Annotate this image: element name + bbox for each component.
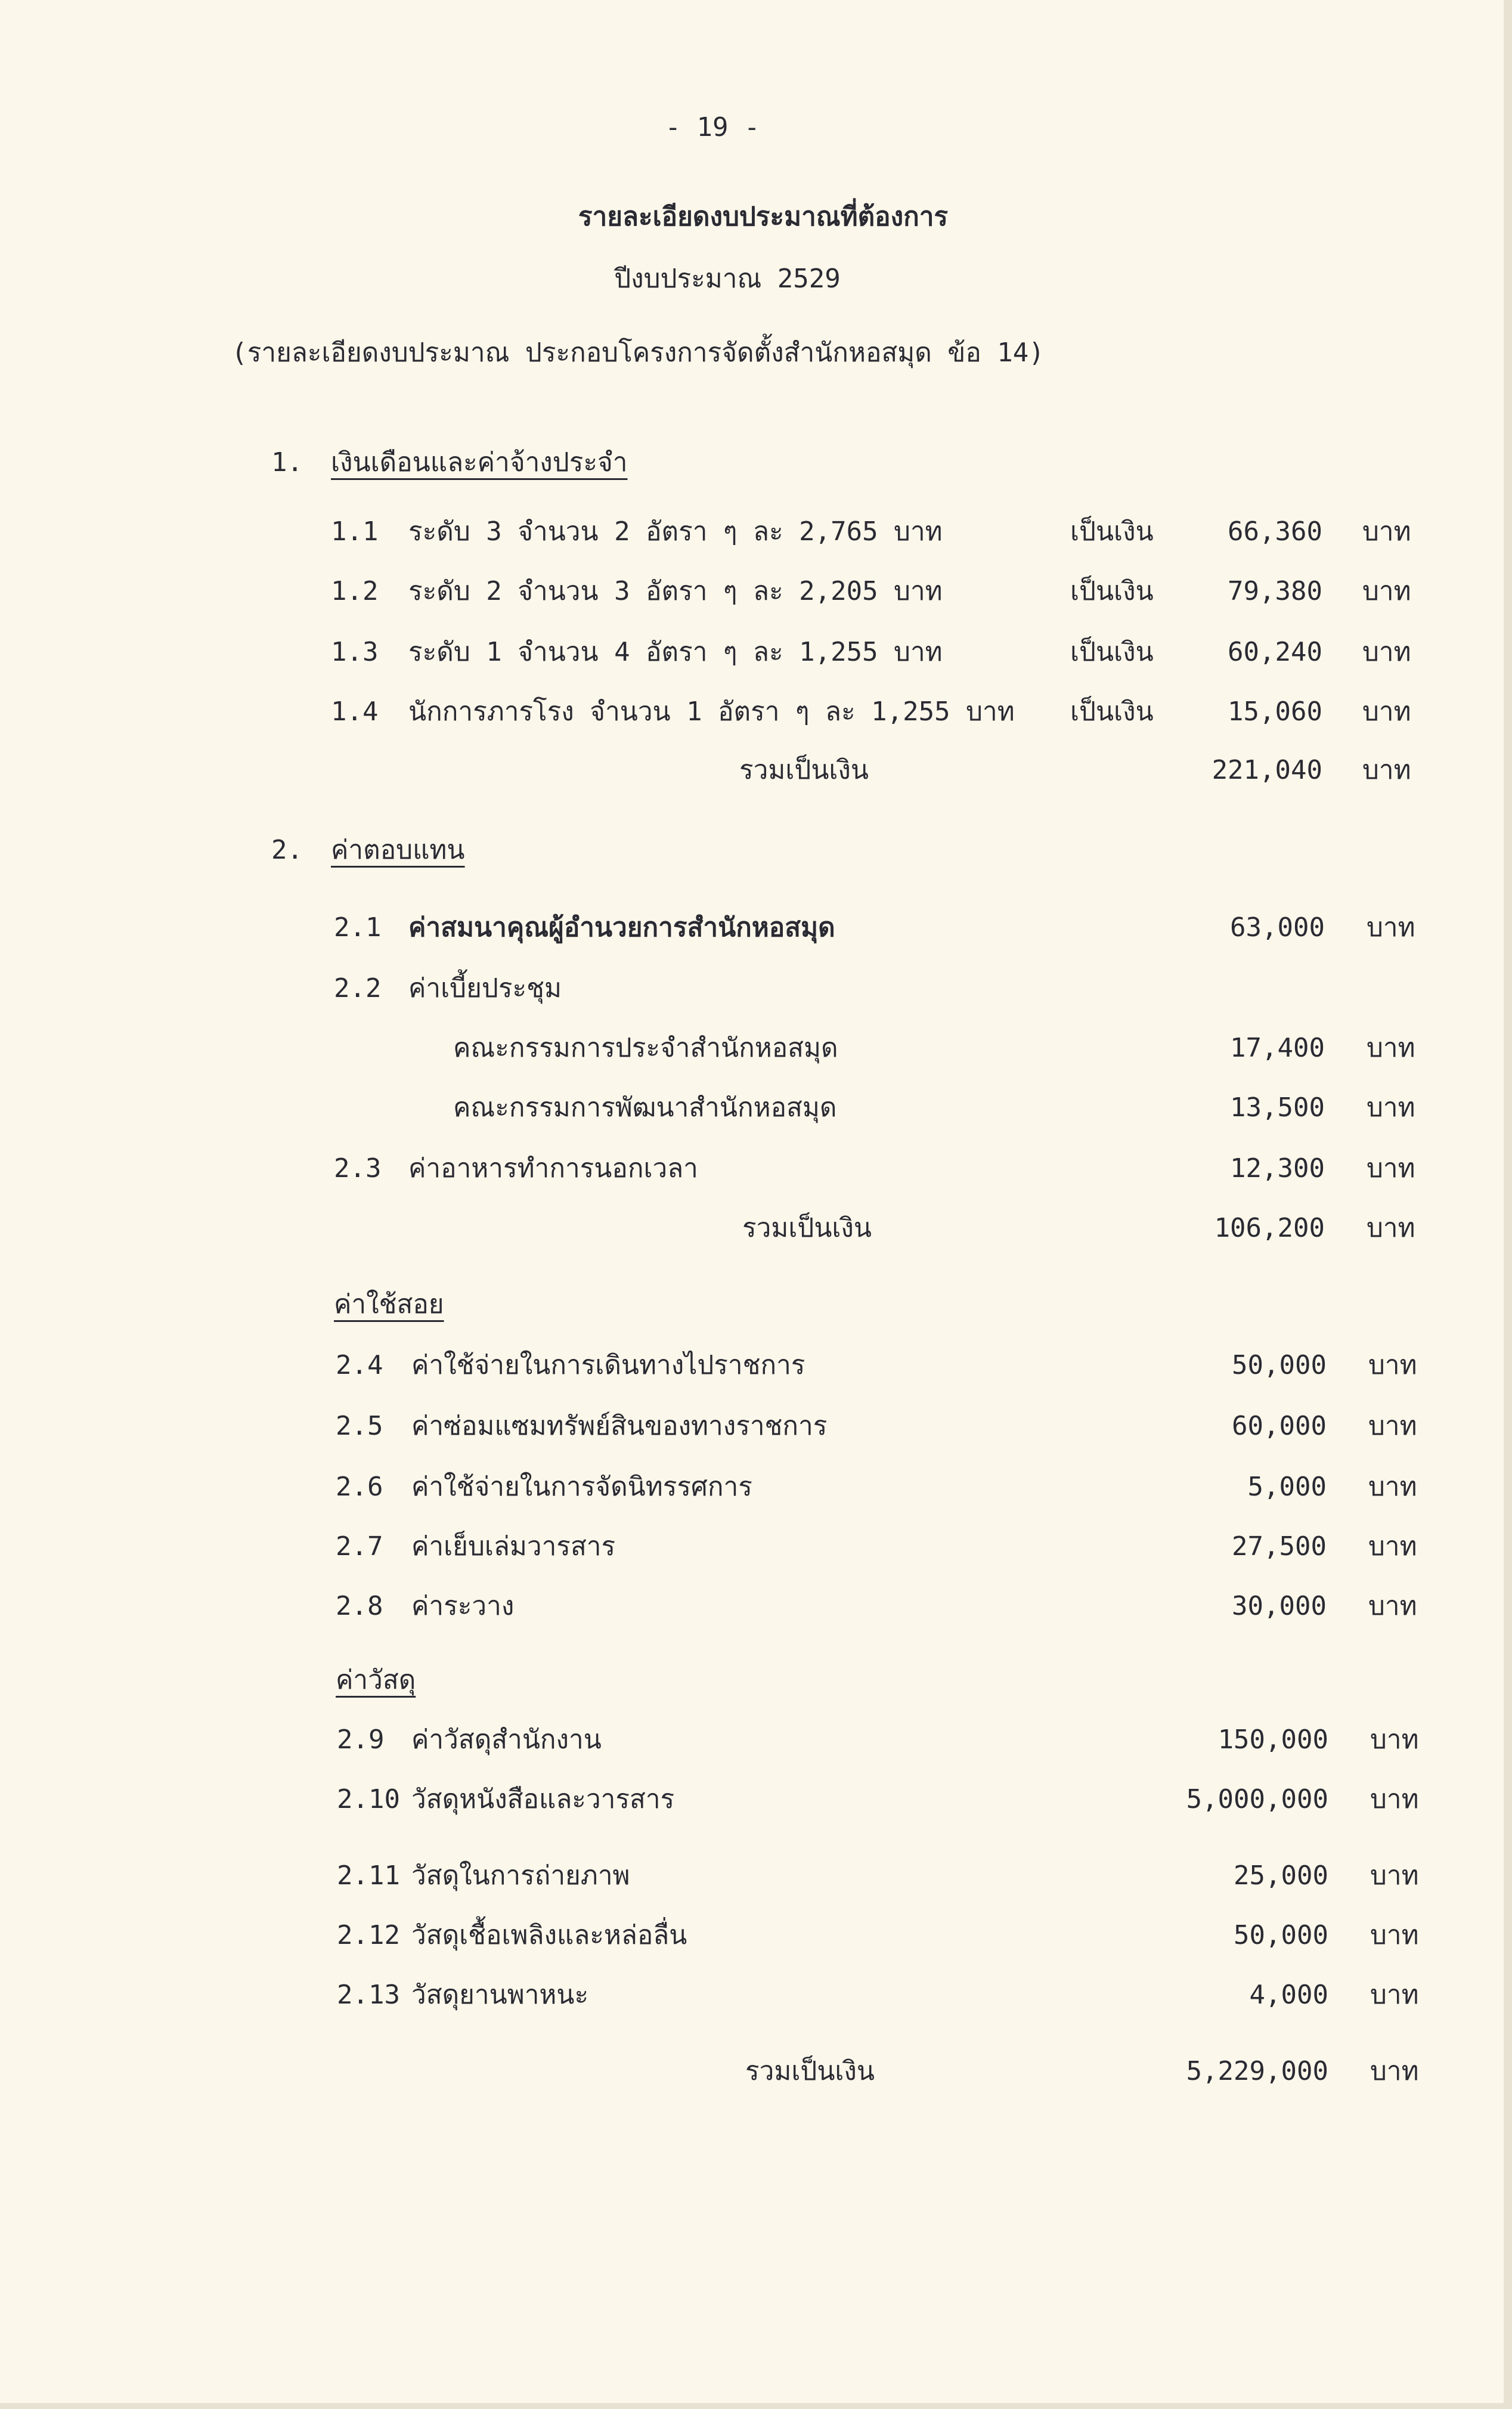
item-description: นักการภารโรง จำนวน 1 อัตรา ๆ ละ 1,255 บาท <box>408 696 1015 727</box>
item-description: ค่าอาหารทำการนอกเวลา <box>408 1153 698 1184</box>
item-description: ค่าวัสดุสำนักงาน <box>411 1724 602 1755</box>
currency-unit: บาท <box>1362 576 1411 606</box>
item-amount: 27,500 <box>1232 1531 1327 1562</box>
item-number: 2.8 <box>336 1591 383 1621</box>
item-description: ระดับ 2 จำนวน 3 อัตรา ๆ ละ 2,205 บาท <box>408 576 943 606</box>
item-amount: 25,000 <box>1234 1860 1328 1891</box>
item-description: วัสดุหนังสือและวารสาร <box>411 1784 675 1815</box>
amount-label: เป็นเงิน <box>1070 696 1154 727</box>
item-description: วัสดุยานพาหนะ <box>411 1980 589 2010</box>
currency-unit: บาท <box>1368 1350 1417 1380</box>
expenses-subsection-title: ค่าใช้สอย <box>334 1289 444 1320</box>
currency-unit: บาท <box>1367 912 1415 943</box>
currency-unit: บาท <box>1370 1860 1419 1891</box>
item-number: 2.12 <box>337 1920 400 1950</box>
item-description: ระดับ 3 จำนวน 2 อัตรา ๆ ละ 2,765 บาท <box>408 516 943 547</box>
currency-unit: บาท <box>1370 1920 1419 1950</box>
item-amount: 66,360 <box>1228 516 1322 547</box>
section2-total-amount: 106,200 <box>1214 1213 1325 1243</box>
page-edge-shadow <box>0 2403 1512 2409</box>
currency-unit: บาท <box>1370 1980 1419 2010</box>
page-edge-shadow <box>1504 0 1512 2409</box>
item-number: 2.1 <box>334 912 382 943</box>
section1-total-amount: 221,040 <box>1212 755 1322 785</box>
amount-label: เป็นเงิน <box>1070 576 1154 606</box>
currency-unit: บาท <box>1362 637 1411 667</box>
item-number: 2.5 <box>336 1411 383 1441</box>
item-amount: 17,400 <box>1230 1033 1325 1063</box>
currency-unit: บาท <box>1370 1724 1419 1755</box>
currency-unit: บาท <box>1362 696 1411 727</box>
fiscal-year: ปีงบประมาณ 2529 <box>614 264 841 294</box>
item-amount: 63,000 <box>1230 912 1325 943</box>
section2-number: 2. <box>271 835 303 865</box>
currency-unit: บาท <box>1368 1411 1417 1441</box>
materials-subsection-title: ค่าวัสดุ <box>336 1665 416 1695</box>
item-number: 2.6 <box>336 1472 383 1502</box>
item-number: 1.2 <box>331 576 379 606</box>
item-number: 1.3 <box>331 637 379 667</box>
item-description: ค่าใช้จ่ายในการเดินทางไปราชการ <box>411 1350 805 1380</box>
item-description: ระดับ 1 จำนวน 4 อัตรา ๆ ละ 1,255 บาท <box>408 637 943 667</box>
item-number: 2.2 <box>334 973 382 1004</box>
item-number: 2.11 <box>337 1860 400 1891</box>
amount-label: เป็นเงิน <box>1070 516 1154 547</box>
item-description: ค่าซ่อมแซมทรัพย์สินของทางราชการ <box>411 1411 828 1441</box>
item-description: วัสดุเชื้อเพลิงและหล่อลื่น <box>411 1920 687 1950</box>
item-amount: 5,000 <box>1247 1472 1327 1502</box>
page-number: - 19 - <box>665 112 760 143</box>
item-description: คณะกรรมการพัฒนาสำนักหอสมุด <box>453 1092 837 1123</box>
item-amount: 79,380 <box>1228 576 1322 606</box>
item-description: วัสดุในการถ่ายภาพ <box>411 1860 630 1891</box>
materials-total-unit: บาท <box>1370 2056 1419 2086</box>
item-amount: 50,000 <box>1232 1350 1327 1380</box>
item-description: ค่าเย็บเล่มวารสาร <box>411 1531 616 1562</box>
item-amount: 50,000 <box>1234 1920 1328 1950</box>
item-amount: 60,000 <box>1232 1411 1327 1441</box>
item-number: 2.10 <box>337 1784 400 1815</box>
item-description: คณะกรรมการประจำสำนักหอสมุด <box>453 1033 838 1063</box>
item-amount: 150,000 <box>1217 1724 1328 1755</box>
currency-unit: บาท <box>1368 1472 1417 1502</box>
item-amount: 5,000,000 <box>1186 1784 1328 1815</box>
document-subtitle: (รายละเอียดงบประมาณ ประกอบโครงการจัดตั้งสำนักหอสมุด ข้อ 14) <box>231 337 1045 368</box>
currency-unit: บาท <box>1370 1784 1419 1815</box>
amount-label: เป็นเงิน <box>1070 637 1154 667</box>
item-amount: 60,240 <box>1228 637 1322 667</box>
section2-total-unit: บาท <box>1367 1213 1415 1243</box>
item-number: 2.3 <box>334 1153 382 1184</box>
currency-unit: บาท <box>1367 1092 1415 1123</box>
document-title: รายละเอียดงบประมาณที่ต้องการ <box>578 202 949 232</box>
materials-total-label: รวมเป็นเงิน <box>745 2056 875 2086</box>
item-description: ค่าใช้จ่ายในการจัดนิทรรศการ <box>411 1472 752 1502</box>
materials-total-amount: 5,229,000 <box>1186 2056 1328 2086</box>
item-description: ค่าสมนาคุณผู้อำนวยการสำนักหอสมุด <box>408 912 835 943</box>
section2-title: ค่าตอบแทน <box>331 835 465 865</box>
section2-total-label: รวมเป็นเงิน <box>742 1213 872 1243</box>
currency-unit: บาท <box>1367 1033 1415 1063</box>
item-amount: 15,060 <box>1228 696 1322 727</box>
item-description: ค่าระวาง <box>411 1591 515 1621</box>
item-description: ค่าเบี้ยประชุม <box>408 973 562 1004</box>
item-amount: 4,000 <box>1249 1980 1328 2010</box>
section1-number: 1. <box>271 447 303 478</box>
item-amount: 30,000 <box>1232 1591 1327 1621</box>
item-number: 2.13 <box>337 1980 400 2010</box>
item-number: 2.9 <box>337 1724 385 1755</box>
currency-unit: บาท <box>1368 1591 1417 1621</box>
item-number: 2.4 <box>336 1350 383 1380</box>
item-amount: 12,300 <box>1230 1153 1325 1184</box>
currency-unit: บาท <box>1367 1153 1415 1184</box>
item-number: 1.1 <box>331 516 379 547</box>
section1-total-unit: บาท <box>1362 755 1411 785</box>
section1-total-label: รวมเป็นเงิน <box>739 755 869 785</box>
currency-unit: บาท <box>1362 516 1411 547</box>
item-amount: 13,500 <box>1230 1092 1325 1123</box>
currency-unit: บาท <box>1368 1531 1417 1562</box>
item-number: 1.4 <box>331 696 379 727</box>
item-number: 2.7 <box>336 1531 383 1562</box>
section1-title: เงินเดือนและค่าจ้างประจำ <box>331 447 628 478</box>
